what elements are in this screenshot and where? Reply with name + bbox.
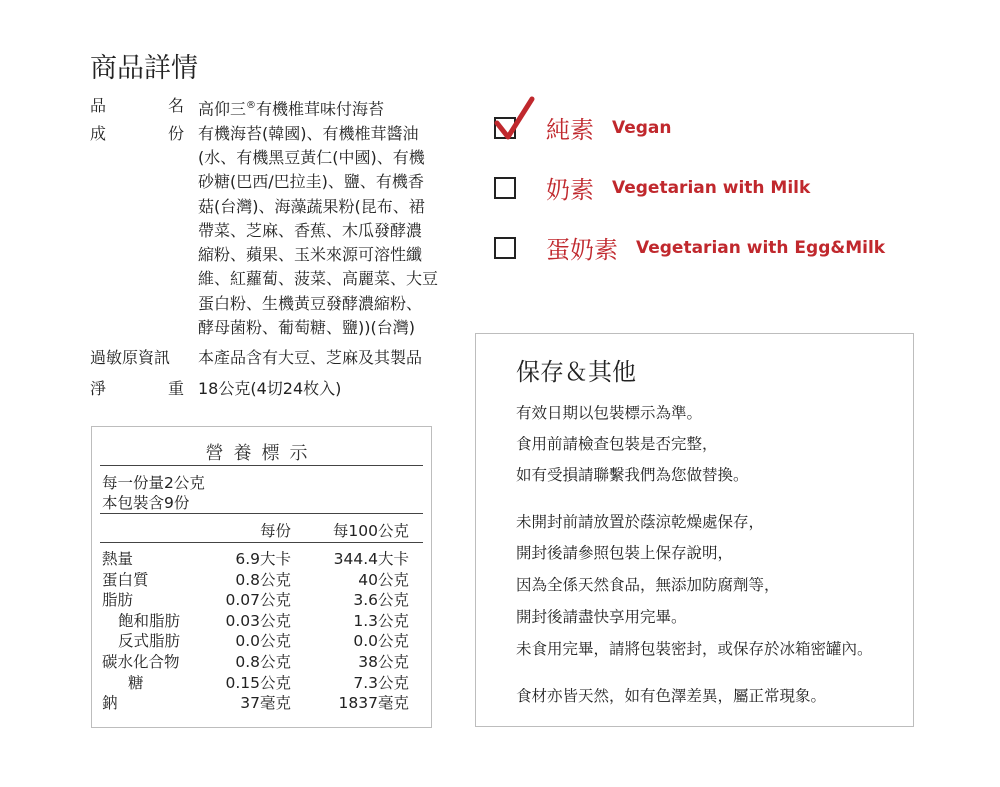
allergen-row (90, 346, 498, 370)
nutrient-name: 糖 (128, 673, 144, 692)
nutrient-per-serving: 37毫克 (240, 694, 291, 713)
divider (100, 513, 423, 514)
nutrient-name: 熱量 (102, 550, 134, 568)
product-name-suffix: 有機椎茸味付海苔 (256, 99, 385, 119)
storage-line: 未食用完畢，請將包裝密封，或保存於冰箱密罐內。 (516, 640, 873, 658)
col-per-100g: 每100公克 (332, 522, 409, 540)
checkbox-milk[interactable] (494, 177, 516, 199)
storage-line: 有效日期以包裝標示為準。 (516, 404, 703, 422)
nutrition-row (92, 691, 431, 712)
nutrient-per-serving: 0.8公克 (235, 652, 291, 671)
storage-line: 因為全係天然食品，無添加防腐劑等， (516, 576, 780, 594)
ingredients-label (90, 122, 198, 341)
product-name-row (90, 94, 498, 122)
check-mark-icon (494, 97, 534, 141)
col-per-serving: 每份 (259, 522, 291, 540)
nutrient-per-100g: 1.3公克 (353, 611, 409, 630)
page-title: 商品詳情 (90, 53, 198, 84)
allergen-label (90, 346, 198, 370)
diet-milk-en: Vegetarian with Milk (612, 177, 811, 198)
product-info (90, 94, 498, 401)
nutrition-row (92, 588, 431, 609)
nutrition-row (92, 609, 431, 630)
ingredients-value: 有機海苔(韓國)、有機椎茸醬油 (水、有機黑豆黃仁(中國)、有機 砂糖(巴西/巴拉圭)、鹽、有機香 菇(台灣)、海藻蔬果粉(昆布、裙 帶菜、芝麻、香蕉、木瓜發酵濃 縮粉、蘋果、玉米來源可溶性纖 維、紅蘿蔔、菠菜、高麗菜、大豆 蛋白粉、生機黃豆發酵濃縮粉、 酵母菌粉、葡萄糖、鹽))(台灣) (198, 123, 439, 337)
product-name-label (90, 94, 198, 122)
nutrient-per-100g: 0.0公克 (353, 632, 409, 651)
net-weight-label (90, 377, 198, 401)
nutrient-per-100g: 38公克 (358, 652, 409, 671)
allergen-value: 本產品含有大豆、芝麻及其製品 (198, 348, 423, 368)
nutrient-per-serving: 0.0公克 (235, 632, 291, 651)
divider (100, 465, 423, 466)
storage-line: 食材亦皆天然，如有色澤差異，屬正常現象。 (516, 687, 827, 705)
nutrient-per-serving: 0.15公克 (225, 673, 291, 692)
label-char: 重 (167, 378, 184, 398)
storage-line: 未開封前請放置於蔭涼乾燥處保存， (516, 513, 765, 531)
nutrition-rows (92, 547, 431, 712)
nutrient-name: 反式脂肪 (118, 632, 181, 651)
storage-line: 食用前請檢查包裝是否完整， (516, 435, 718, 453)
label-char: 成 (90, 123, 107, 143)
servings-per-package: 本包裝含9份 (102, 494, 190, 512)
nutrient-name: 飽和脂肪 (118, 611, 181, 630)
ingredients-row (90, 122, 498, 341)
diet-vegan-zh: 純素 (546, 116, 594, 144)
product-name-prefix: 高仰三 (198, 99, 247, 119)
product-name-value (198, 94, 498, 122)
storage-panel (475, 333, 914, 727)
serving-size: 每一份量2公克 (102, 474, 205, 492)
diet-item-vegan (494, 110, 672, 145)
nutrient-per-serving: 0.8公克 (235, 570, 291, 589)
nutrition-label (91, 426, 432, 728)
storage-line: 開封後請盡快享用完畢。 (516, 608, 687, 626)
label-char: 名 (167, 96, 184, 115)
nutrient-per-100g: 7.3公克 (353, 673, 409, 692)
checkbox-vegan[interactable] (494, 117, 516, 139)
nutrient-name: 碳水化合物 (102, 652, 180, 671)
label-char: 淨 (90, 378, 107, 398)
checkbox-egg-milk[interactable] (494, 237, 516, 259)
nutrient-name: 脂肪 (102, 591, 134, 610)
nutrition-row (92, 650, 431, 671)
serving-info (102, 473, 205, 513)
diet-vegan-en: Vegan (612, 117, 672, 138)
divider (100, 542, 423, 543)
nutrition-row (92, 568, 431, 589)
nutrition-row (92, 547, 431, 568)
diet-item-egg-milk (494, 230, 885, 265)
nutrient-per-100g: 3.6公克 (353, 591, 409, 610)
nutrition-title: 營養標示 (205, 443, 318, 464)
nutrient-per-100g: 344.4大卡 (333, 550, 409, 568)
nutrition-header (92, 519, 431, 540)
label-char: 品 (90, 96, 107, 115)
storage-line: 開封後請參照包裝上保存說明， (516, 544, 734, 562)
net-weight-row (90, 377, 498, 401)
diet-item-milk (494, 170, 810, 205)
storage-title: 保存＆其他 (516, 358, 636, 386)
nutrient-per-serving: 0.03公克 (225, 611, 291, 630)
nutrition-row (92, 629, 431, 650)
nutrient-per-100g: 1837毫克 (338, 694, 409, 713)
net-weight-value: 18公克(4切24枚入) (198, 378, 342, 398)
diet-egg-milk-zh: 蛋奶素 (546, 236, 618, 264)
nutrient-per-serving: 6.9大卡 (235, 550, 291, 568)
nutrient-per-100g: 40公克 (358, 570, 409, 589)
nutrient-per-serving: 0.07公克 (225, 591, 291, 610)
allergen-label-text: 過敏原資訊 (90, 348, 171, 368)
storage-line: 如有受損請聯繫我們為您做替換。 (516, 466, 749, 484)
label-char: 份 (167, 123, 184, 143)
nutrition-row (92, 671, 431, 692)
nutrient-name: 鈉 (102, 694, 118, 713)
registered-mark: ® (246, 100, 257, 111)
diet-milk-zh: 奶素 (546, 176, 594, 204)
diet-egg-milk-en: Vegetarian with Egg&Milk (636, 237, 886, 258)
nutrient-name: 蛋白質 (102, 570, 149, 589)
